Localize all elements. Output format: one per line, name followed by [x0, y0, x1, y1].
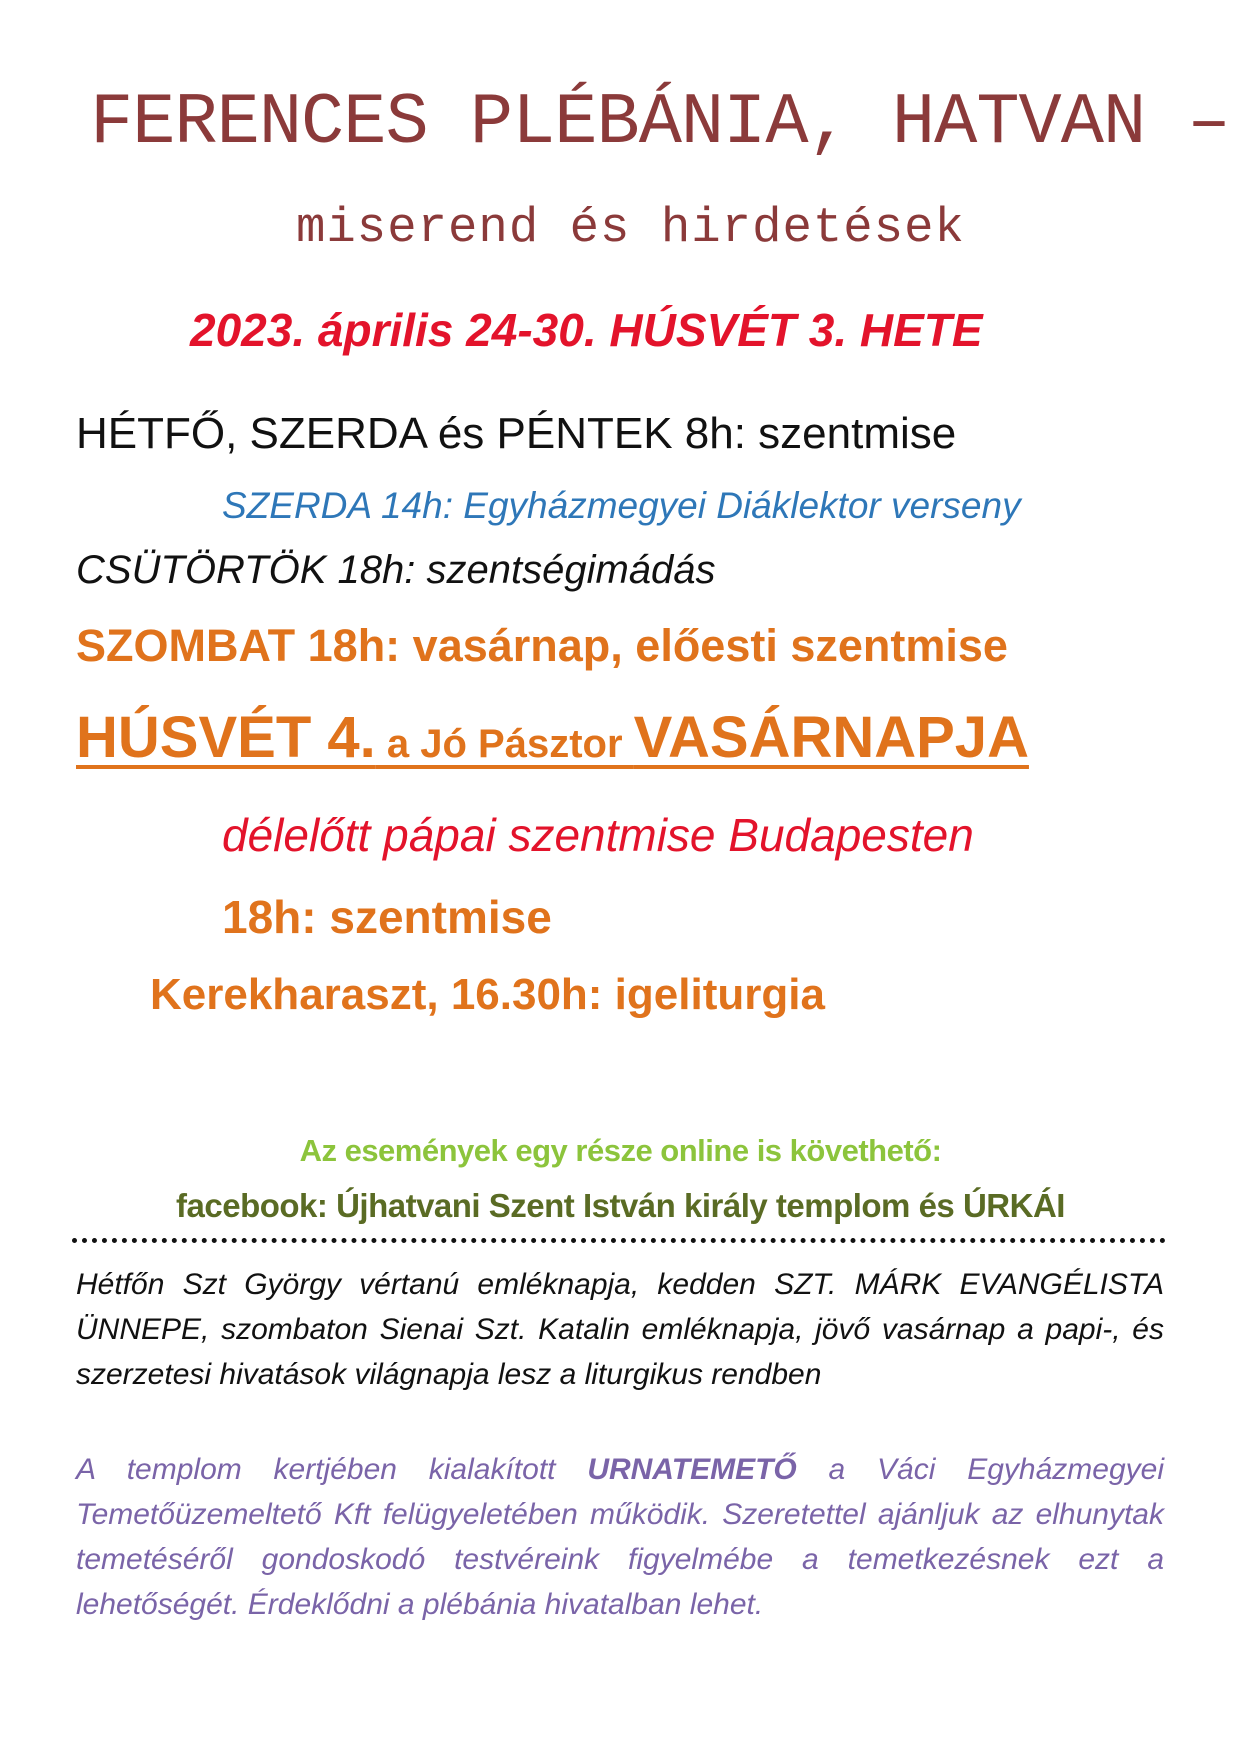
urn-notice-text-1: A templom kertjében kialakított [76, 1453, 588, 1486]
online-info-line: Az események egy része online is követhető: [299, 1133, 942, 1168]
parish-title: FERENCES PLÉBÁNIA, HATVAN – [90, 82, 1230, 164]
weekday-mass-line: HÉTFŐ, SZERDA és PÉNTEK 8h: szentmise [76, 409, 957, 458]
facebook-info-line: facebook: Újhatvani Szent István király templom és ÚRKÁI [176, 1187, 1065, 1224]
wednesday-event-line: SZERDA 14h: Egyházmegyei Diáklektor verseny [222, 485, 1021, 526]
feasts-notice: Hétfőn Szt György vértanú emléknapja, kedden SZT. MÁRK EVANGÉLISTA ÜNNEPE, szombaton Sienai Szt. Katalin emléknapja, jövő vasárnap a papi-, és szerzetesi hivatások világnapja lesz a liturgikus rendben [76, 1268, 1164, 1391]
sunday-evening-mass-line: 18h: szentmise [222, 891, 552, 943]
urn-notice-highlight: URNATEMETŐ [587, 1453, 797, 1486]
urn-cemetery-notice [76, 1447, 1164, 1627]
papal-mass-line: délelőtt pápai szentmise Budapesten [222, 809, 974, 861]
kerekharaszt-line: Kerekharaszt, 16.30h: igeliturgia [150, 970, 825, 1019]
sunday-heading [76, 704, 1029, 771]
saturday-mass-line: SZOMBAT 18h: vasárnap, előesti szentmise [76, 620, 1008, 671]
sunday-heading-part3: VASÁRNAPJA [633, 705, 1029, 770]
thursday-adoration-line: CSÜTÖRTÖK 18h: szentségimádás [76, 548, 716, 592]
sunday-heading-part2: a Jó Pásztor [375, 722, 634, 766]
page-subtitle: miserend és hirdetések [296, 200, 965, 256]
dotted-divider [72, 1238, 1166, 1243]
sunday-heading-part1: HÚSVÉT 4. [76, 705, 376, 770]
week-dateline: 2023. április 24-30. HÚSVÉT 3. HETE [190, 304, 983, 356]
urn-notice-text-2: a Váci Egyházmegyei Temetőüzemeltető Kft felügyeletében működik. Szeretettel ajánljuk az elhunytak temetéséről gondoskodó testvéreink figyelmébe a temetkezésnek ezt a lehetőségét. Érdeklődni a plébánia hivatalban lehet. [76, 1453, 1164, 1621]
